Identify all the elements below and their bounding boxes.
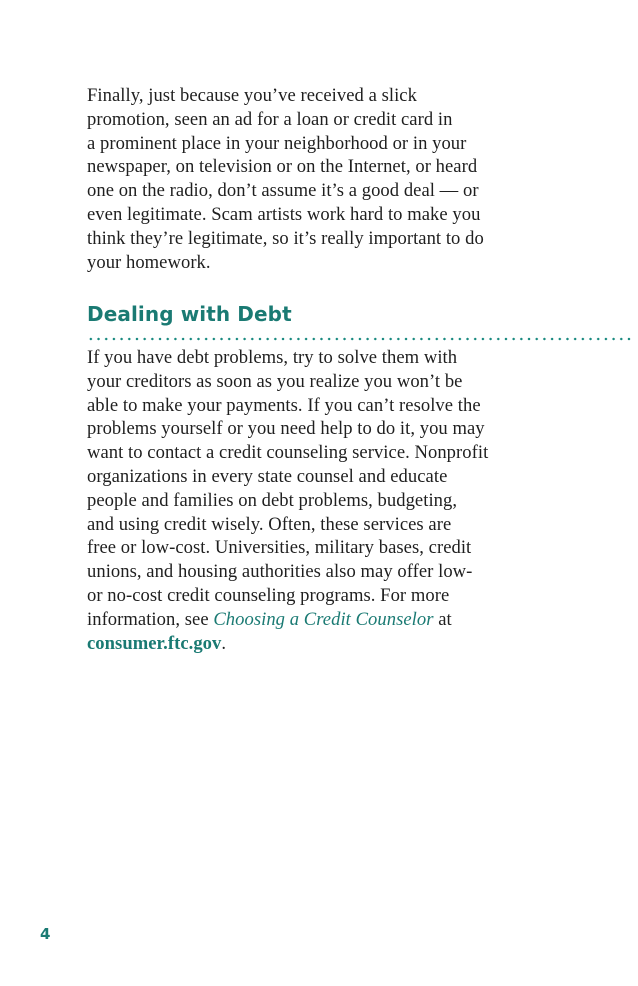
at-text: at — [433, 608, 452, 630]
intro-line-7: think they’re legitimate, so it’s really important to do — [87, 227, 484, 249]
page-number: 4 — [40, 925, 51, 943]
intro-paragraph — [87, 84, 557, 274]
debt-line-4: problems yourself or you need help to do it, you may — [87, 418, 485, 440]
intro-line-1: Finally, just because you’ve received a slick — [87, 85, 417, 106]
consumer-ftc-gov-link[interactable]: consumer.ftc.gov — [87, 632, 222, 654]
section-heading-dealing-with-debt: Dealing with Debt — [87, 302, 292, 326]
debt-paragraph — [87, 346, 557, 655]
intro-line-6: even legitimate. Scam artists work hard to make you — [87, 203, 481, 225]
choosing-credit-counselor-link[interactable]: Choosing a Credit Counselor — [213, 608, 434, 630]
debt-line-8: and using credit wisely. Often, these services are — [87, 513, 452, 535]
debt-line-3: able to make your payments. If you can’t resolve the — [87, 394, 481, 416]
debt-line-11: or no-cost credit counseling programs. For more — [87, 584, 450, 606]
debt-line-6: organizations in every state counsel and educate — [87, 465, 448, 487]
intro-line-4: newspaper, on television or on the Internet, or heard — [87, 156, 478, 178]
intro-line-3: a prominent place in your neighborhood or in your — [87, 132, 467, 154]
intro-line-5: one on the radio, don’t assume it’s a good deal — or — [87, 180, 479, 202]
intro-line-8: your homework. — [87, 251, 211, 273]
debt-line-2: your creditors as soon as you realize you won’t be — [87, 370, 463, 392]
final-period: . — [221, 632, 227, 654]
debt-line-10: unions, and housing authorities also may offer low- — [87, 561, 473, 583]
info-prefix-text: information, see — [87, 608, 214, 630]
debt-line-7: people and families on debt problems, budgeting, — [87, 489, 458, 511]
debt-line-13 — [87, 632, 557, 656]
debt-line-9: free or low-cost. Universities, military bases, credit — [87, 537, 472, 559]
dotted-divider — [87, 337, 633, 341]
debt-line-1: If you have debt problems, try to solve them with — [87, 347, 458, 368]
debt-line-5: want to contact a credit counseling service. Nonprofit — [87, 442, 489, 464]
debt-line-12 — [87, 608, 557, 632]
intro-line-2: promotion, seen an ad for a loan or credit card in — [87, 108, 453, 130]
